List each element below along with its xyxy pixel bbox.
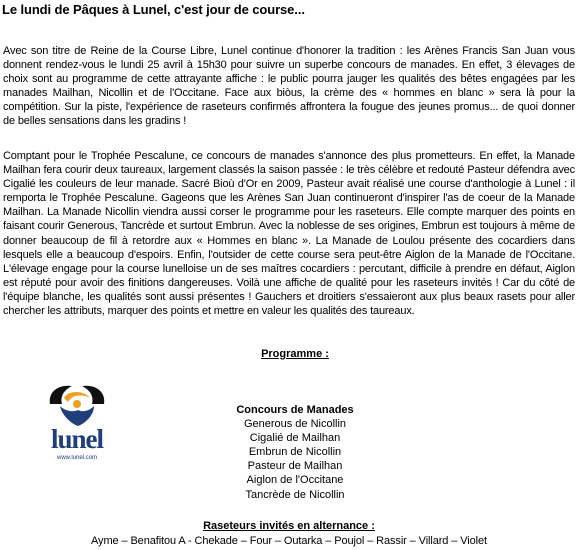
logo-emblem-icon [38, 382, 116, 428]
logo-url: www.lunel.com [56, 455, 97, 461]
list-item: Tancrède de Nicollin [245, 488, 345, 501]
article-title: Le lundi de Pâques à Lunel, c'est jour de course... [2, 2, 305, 17]
list-item: Cigalié de Mailhan [249, 432, 341, 445]
list-item: Generous de Nicollin [243, 418, 347, 431]
list-item: Aiglon de l'Occitane [246, 474, 344, 487]
logo-wordmark: lunel [50, 424, 104, 454]
programme-list [190, 403, 400, 502]
programme-heading: Programme : [261, 348, 329, 360]
paragraph-intro: Avec son titre de Reine de la Course Libre, Lunel continue d'honorer la tradition : les Arènes Francis San Juan vous donnent rendez-vous le lundi 25 avril à 15h30 pour suivre un superbe concours de manades. En effet, 3 élevages de choix sont au programme de cette attrayante affiche : le public pourra jauger les qualités des bêtes engagées par les manades Mailhan, Nicollin et de l'Occitane. Face aux biòus, la crème des « hommes en blanc » sera là pour la compétition. Sur la piste, l'expérience de raseteurs confirmés affrontera la fougue des jeunes promus... de quoi donner de belles sensations dans les gradins ! [3, 45, 575, 128]
list-item: Embrun de Nicollin [248, 446, 342, 459]
lunel-logo [38, 382, 116, 472]
list-item: Pasteur de Mailhan [247, 460, 343, 473]
programme-event-title: Concours de Manades [236, 404, 354, 416]
paragraph-details: Comptant pour le Trophée Pescalune, ce concours de manades s'annonce des plus prometteurs. En effet, la Manade Mailhan fera courir deux taureaux, largement classés la saison passée : le très célèbre et redouté Pasteur défendra avec Cigalié les couleurs de leur manade. Sacré Bioù d'Or en 2009, Pasteur avait réalisé une course d'anthologie à Lunel : il remporta le Trophée Pescalune. Gageons que les Arènes San Juan continueront d'inspirer l'as de coeur de la Manade Mailhan. La Manade Nicollin viendra aussi corser le programme pour les raseteurs. Elle compte marquer des points en faisant courir Generous, Tancrède et surtout Embrun. Avec la noblesse de ses origines, Embrun est toujours à même de donner beaucoup de fil à retordre aux « Hommes en blanc ». La Manade de Loulou présente des cocardiers dans lesquels elle a beaucoup d'espoirs. Enfin, l'outsider de cette course sera peut-être Aiglon de la Manade de l'Occitane. L'élevage engage pour la course lunelloise un de ses maîtres cocardiers : percutant, difficile à prendre en défaut, Aiglon est réputé pour avoir des finitions dangereuses. Voilà une affiche de qualité pour les raseteurs invités ! Car du côté de l'équipe blanche, les qualités sont aussi présentes ! Gauchers et droitiers s'essaieront aux plus beaux rasets pour aller chercher les attributs, marquer des points et mettre en valeur les qualités des taureaux. [3, 150, 575, 318]
raseteurs-list: Ayme – Benafitou A - Chekade – Four – Outarka – Poujol – Rassir – Villard – Violet [91, 535, 487, 547]
raseteurs-heading: Raseteurs invités en alternance : [203, 520, 375, 532]
